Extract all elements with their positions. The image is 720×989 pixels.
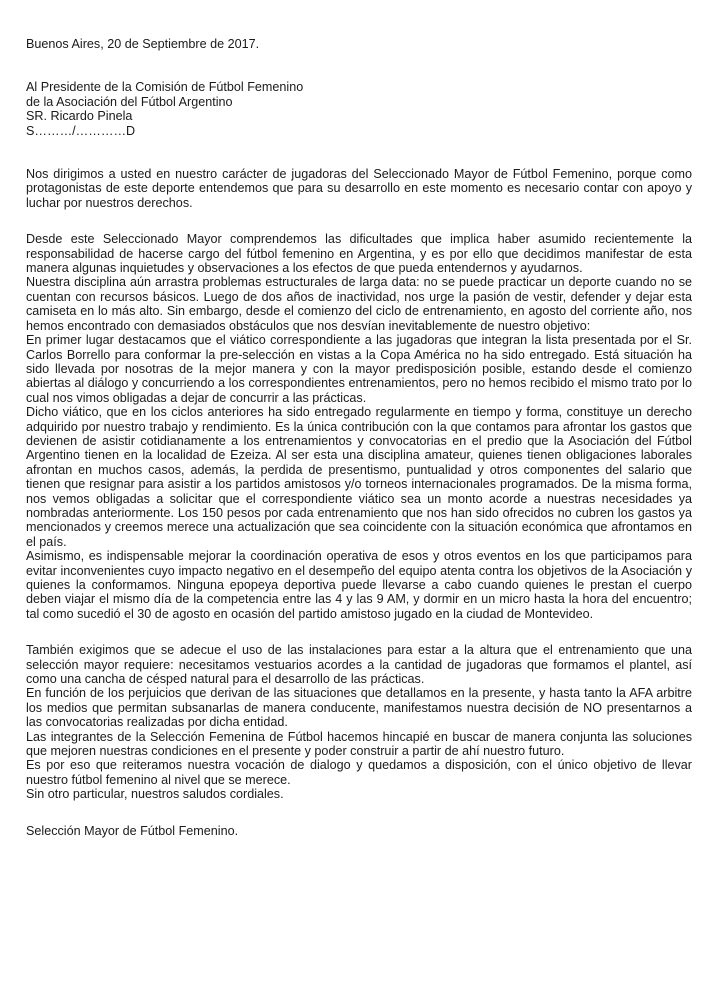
recipient-line: S………/…………D bbox=[26, 123, 136, 138]
recipient-line: SR. Ricardo Pinela bbox=[26, 109, 133, 124]
closing-paragraph: Es por eso que reiteramos nuestra vocación de dialogo y quedamos a disposición, con el único objetivo de llevar nuestro fútbol femenino al nivel que se merece. bbox=[26, 758, 692, 787]
intro-paragraph: Nos dirigimos a usted en nuestro carácter de jugadoras del Seleccionado Mayor de Fútbol Femenino, porque como protagonistas de este deporte entendemos que para su desarrollo en este momento es necesario contar con apoyo y luchar por nuestros derechos. bbox=[26, 167, 692, 210]
closing-paragraph: Las integrantes de la Selección Femenina de Fútbol hacemos hincapié en buscar de manera conjunta las soluciones que mejoren nuestras condiciones en el presente y poder construir a partir de ahí nuestro futuro. bbox=[26, 729, 692, 759]
body-paragraph: Desde este Seleccionado Mayor comprendemos las dificultades que implica haber asumido recientemente la responsabilidad de hacerse cargo del fútbol femenino en Argentina, y es por ello que decidimos manifestar de esta manera algunas inquietudes y observaciones a los efectos de que pueda entendernos y ayudarnos. bbox=[26, 232, 692, 276]
recipient-block bbox=[26, 80, 692, 138]
signature: Selección Mayor de Fútbol Femenino. bbox=[26, 823, 239, 838]
body-paragraph: Asimismo, es indispensable mejorar la coordinación operativa de esos y otros eventos en los que participamos para evitar inconvenientes cuyo impacto negativo en el desempeño del equipo atenta contra los objetivos de la Asociación y quienes la conformamos. Ninguna epopeya deportiva puede llevarse a cabo cuando quienes le prestan el cuerpo deben viajar el mismo día de la competencia entre las 4 y las 9 AM, y dormir en un micro hasta la hora del encuentro; tal como sucedió el 30 de agosto en ocasión del partido amistoso jugado en la ciudad de Montevideo. bbox=[26, 549, 692, 621]
closing-paragraph: Sin otro particular, nuestros saludos cordiales. bbox=[26, 787, 284, 802]
body-section bbox=[26, 232, 692, 621]
body-paragraph: Nuestra disciplina aún arrastra problemas estructurales de larga data: no se puede practicar un deporte cuando no se cuentan con recursos básicos. Luego de dos años de inactividad, nos urge la pasión de vestir, defender y dejar esta camiseta en lo más alto. Sin embargo, desde el comienzo del ciclo de entrenamiento, en agosto del corriente año, nos hemos encontrado con demasiados obstáculos que nos desvían inevitablemente de nuestro objetivo: bbox=[26, 275, 692, 333]
body-paragraph: Dicho viático, que en los ciclos anteriores ha sido entregado regularmente en tiempo y forma, constituye un derecho adquirido por nuestro trabajo y rendimiento. Es la única contribución con la que contamos para afrontar los gastos que devienen de asistir cotidianamente a los entrenamientos y convocatorias en el predio que la Asociación del Fútbol Argentino tienen en la localidad de Ezeiza. Al ser esta una disciplina amateur, quienes tienen obligaciones laborales afrontan en muchos casos, además, la perdida de presentismo, puntualidad y otros componentes del salario que tienen que resignar para asistir a los partidos amistosos y/o torneos internacionales programados. De la misma forma, nos vemos obligadas a solicitar que el correspondiente viático sea un monto acorde a nuestras necesidades ya nombradas anteriormente. Los 150 pesos por cada entrenamiento que nos han sido ofrecidos no cubren los gastos ya mencionados y creemos merece una actualización que sea coincidente con la situación económica que afrontamos en el país. bbox=[26, 405, 692, 549]
recipient-line: de la Asociación del Fútbol Argentino bbox=[26, 94, 233, 109]
letter-page bbox=[26, 37, 692, 838]
closing-paragraph: En función de los perjuicios que derivan de las situaciones que detallamos en la presente, y hasta tanto la AFA arbitre los medios que permitan subsanarlas de manera conducente, manifestamos nuestra decisión de NO presentarnos a las convocatorias realizadas por dicha entidad. bbox=[26, 686, 692, 730]
closing-section bbox=[26, 643, 692, 801]
closing-paragraph: También exigimos que se adecue el uso de las instalaciones para estar a la altura que el entrenamiento que una selección mayor requiere: necesitamos vestuarios acordes a la cantidad de jugadoras que formamos el plantel, así como una cancha de césped natural para el desarrollo de las prácticas. bbox=[26, 643, 692, 687]
recipient-line: Al Presidente de la Comisión de Fútbol Femenino bbox=[26, 80, 304, 95]
body-paragraph: En primer lugar destacamos que el viático correspondiente a las jugadoras que integran la lista presentada por el Sr. Carlos Borrello para conformar la pre-selección en vistas a la Copa América no ha sido entregado. Está situación ha sido llevada por nosotras de la mejor manera y con la mayor predisposición posible, estando desde el comienzo abiertas al diálogo y concurriendo a los correspondientes entrenamientos, pero no hemos recibido el mismo trato por lo cual nos vimos obligadas a dejar de concurrir a las prácticas. bbox=[26, 333, 692, 405]
letter-date: Buenos Aires, 20 de Septiembre de 2017. bbox=[26, 37, 260, 51]
